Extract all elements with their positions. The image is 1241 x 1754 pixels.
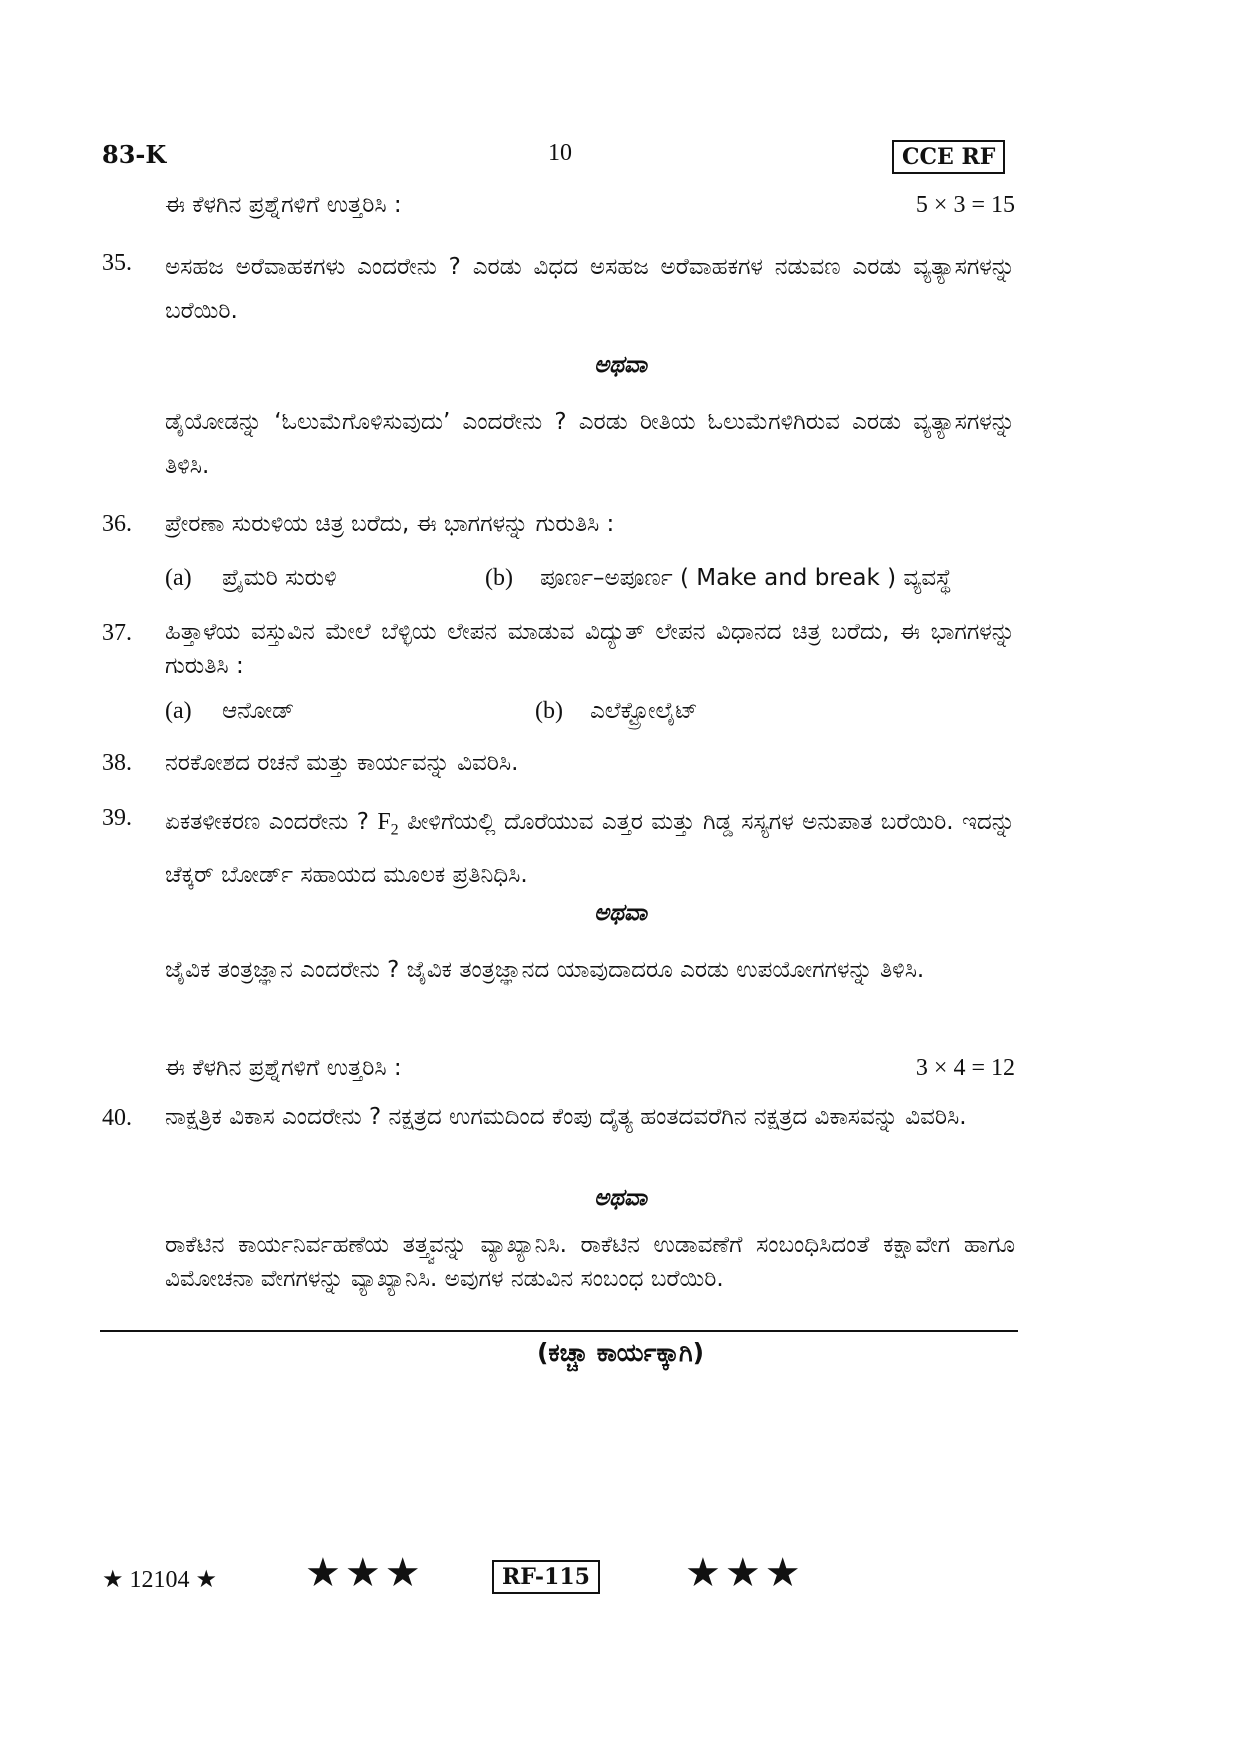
q39-f-sub: 2	[390, 821, 399, 839]
q40-alt-text: ರಾಕೆಟಿನ ಕಾರ್ಯನಿರ್ವಹಣೆಯ ತತ್ತ್ವವನ್ನು ವ್ಯಾಖ್ಯಾನಿಸಿ. ರಾಕೆಟಿನ ಉಡಾವಣೆಗೆ ಸಂಬಂಧಿಸಿದಂತೆ ಕಕ್ಷಾವೇಗ ಹಾಗೂ ವಿಮೋಚನಾ ವೇಗಗಳನ್ನು ವ್ಯಾಖ್ಯಾನಿಸಿ. ಅವುಗಳ ನಡುವಿನ ಸಂಬಂಧ ಬರೆಯಿರಿ.	[165, 1232, 1015, 1292]
divider	[100, 1330, 1018, 1332]
q38-number: 38.	[102, 750, 132, 776]
footer-code: RF-115	[492, 1560, 600, 1594]
q40-text: ನಾಕ್ಷತ್ರಿಕ ವಿಕಾಸ ಎಂದರೇನು ? ನಕ್ಷತ್ರದ ಉಗಮದಿಂದ ಕೆಂಪು ದೈತ್ಯ ಹಂತದವರೆಗಿನ ನಕ್ಷತ್ರದ ವಿಕಾಸವನ್ನು ವಿವರಿಸಿ.	[165, 1104, 967, 1130]
q39-alt-text: ಜೈವಿಕ ತಂತ್ರಜ್ಞಾನ ಎಂದರೇನು ? ಜೈವಿಕ ತಂತ್ರಜ್ಞಾನದ ಯಾವುದಾದರೂ ಎರಡು ಉಪಯೋಗಗಳನ್ನು ತಿಳಿಸಿ.	[165, 957, 925, 983]
footer-stars-right: ★★★	[685, 1550, 805, 1596]
q37-b-label: (b)	[535, 698, 563, 724]
q37-text: ಹಿತ್ತಾಳೆಯ ವಸ್ತುವಿನ ಮೇಲೆ ಬೆಳ್ಳಿಯ ಲೇಪನ ಮಾಡುವ ವಿದ್ಯುತ್ ಲೇಪನ ವಿಧಾನದ ಚಿತ್ರ ಬರೆದು, ಈ ಭಾಗಗಳನ್ನು ಗುರುತಿಸಿ :	[165, 619, 1015, 679]
q35-text: ಅಸಹಜ ಅರೆವಾಹಕಗಳು ಎಂದರೇನು ? ಎರಡು ವಿಧದ ಅಸಹಜ ಅರೆವಾಹಕಗಳ ನಡುವಣ ಎರಡು ವ್ಯತ್ಯಾಸಗಳನ್ನು ಬರೆಯಿರಿ.	[165, 254, 1015, 324]
q36-b-label: (b)	[485, 565, 513, 591]
q36-a-text: ಪ್ರೈಮರಿ ಸುರುಳಿ	[222, 565, 337, 591]
exam-label: CCE RF	[892, 140, 1005, 174]
q35-or: ಅಥವಾ	[594, 352, 647, 378]
q37-b-text: ಎಲೆಕ್ಟ್ರೋಲೈಟ್	[590, 698, 698, 724]
q39-text-before: ಏಕತಳೀಕರಣ ಎಂದರೇನು ?	[165, 809, 378, 835]
q39-text	[165, 800, 1015, 897]
q39-or: ಅಥವಾ	[594, 900, 647, 926]
q35-alt-text: ಡೈಯೋಡನ್ನು ‘ಓಲುಮೆಗೊಳಿಸುವುದು’ ಎಂದರೇನು ? ಎರಡು ರೀತಿಯ ಓಲುಮೆಗಳಿಗಿರುವ ಎರಡು ವ್ಯತ್ಯಾಸಗಳನ್ನು ತಿಳಿಸಿ.	[165, 409, 1015, 479]
q37-number: 37.	[102, 620, 132, 646]
section1-instruction: ಈ ಕೆಳಗಿನ ಪ್ರಶ್ನೆಗಳಿಗೆ ಉತ್ತರಿಸಿ :	[165, 192, 402, 218]
q36-number: 36.	[102, 511, 132, 537]
q37-a-label: (a)	[165, 698, 192, 724]
section1-marks: 5 × 3 = 15	[915, 192, 1015, 218]
q39-f-letter: F	[377, 809, 391, 835]
q37-a-text: ಆನೋಡ್	[222, 698, 295, 724]
q40-number: 40.	[102, 1105, 132, 1131]
q36-text: ಪ್ರೇರಣಾ ಸುರುಳಿಯ ಚಿತ್ರ ಬರೆದು, ಈ ಭಾಗಗಳನ್ನು ಗುರುತಿಸಿ :	[165, 511, 615, 537]
q38-text: ನರಕೋಶದ ರಚನೆ ಮತ್ತು ಕಾರ್ಯವನ್ನು ವಿವರಿಸಿ.	[165, 750, 519, 776]
footer-stars-left: ★★★	[305, 1550, 425, 1596]
section2-marks: 3 × 4 = 12	[915, 1055, 1015, 1081]
q36-b-text: ಪೂರ್ಣ–ಅಪೂರ್ಣ ( Make and break ) ವ್ಯವಸ್ಥೆ	[540, 565, 952, 591]
footer-serial: ★ 12104 ★	[102, 1567, 218, 1593]
q36-a-label: (a)	[165, 565, 192, 591]
q39-number: 39.	[102, 805, 132, 831]
q40-or: ಅಥವಾ	[594, 1185, 647, 1211]
section2-instruction: ಈ ಕೆಳಗಿನ ಪ್ರಶ್ನೆಗಳಿಗೆ ಉತ್ತರಿಸಿ :	[165, 1055, 402, 1081]
rough-work-label: (ಕಚ್ಚಾ ಕಾರ್ಯಕ್ಕಾಗಿ)	[536, 1338, 705, 1367]
page-number: 10	[548, 140, 572, 166]
q35-number: 35.	[102, 250, 132, 276]
paper-code: 83-K	[102, 140, 167, 169]
q39-text-after: ಪೀಳಿಗೆಯಲ್ಲಿ ದೊರೆಯುವ ಎತ್ತರ ಮತ್ತು ಗಿಡ್ಡ ಸಸ್ಯಗಳ ಅನುಪಾತ ಬರೆಯಿರಿ. ಇದನ್ನು ಚೆಕ್ಕರ್ ಬೋರ್ಡ್ ಸಹಾಯದ ಮೂಲಕ ಪ್ರತಿನಿಧಿಸಿ.	[165, 809, 1016, 888]
